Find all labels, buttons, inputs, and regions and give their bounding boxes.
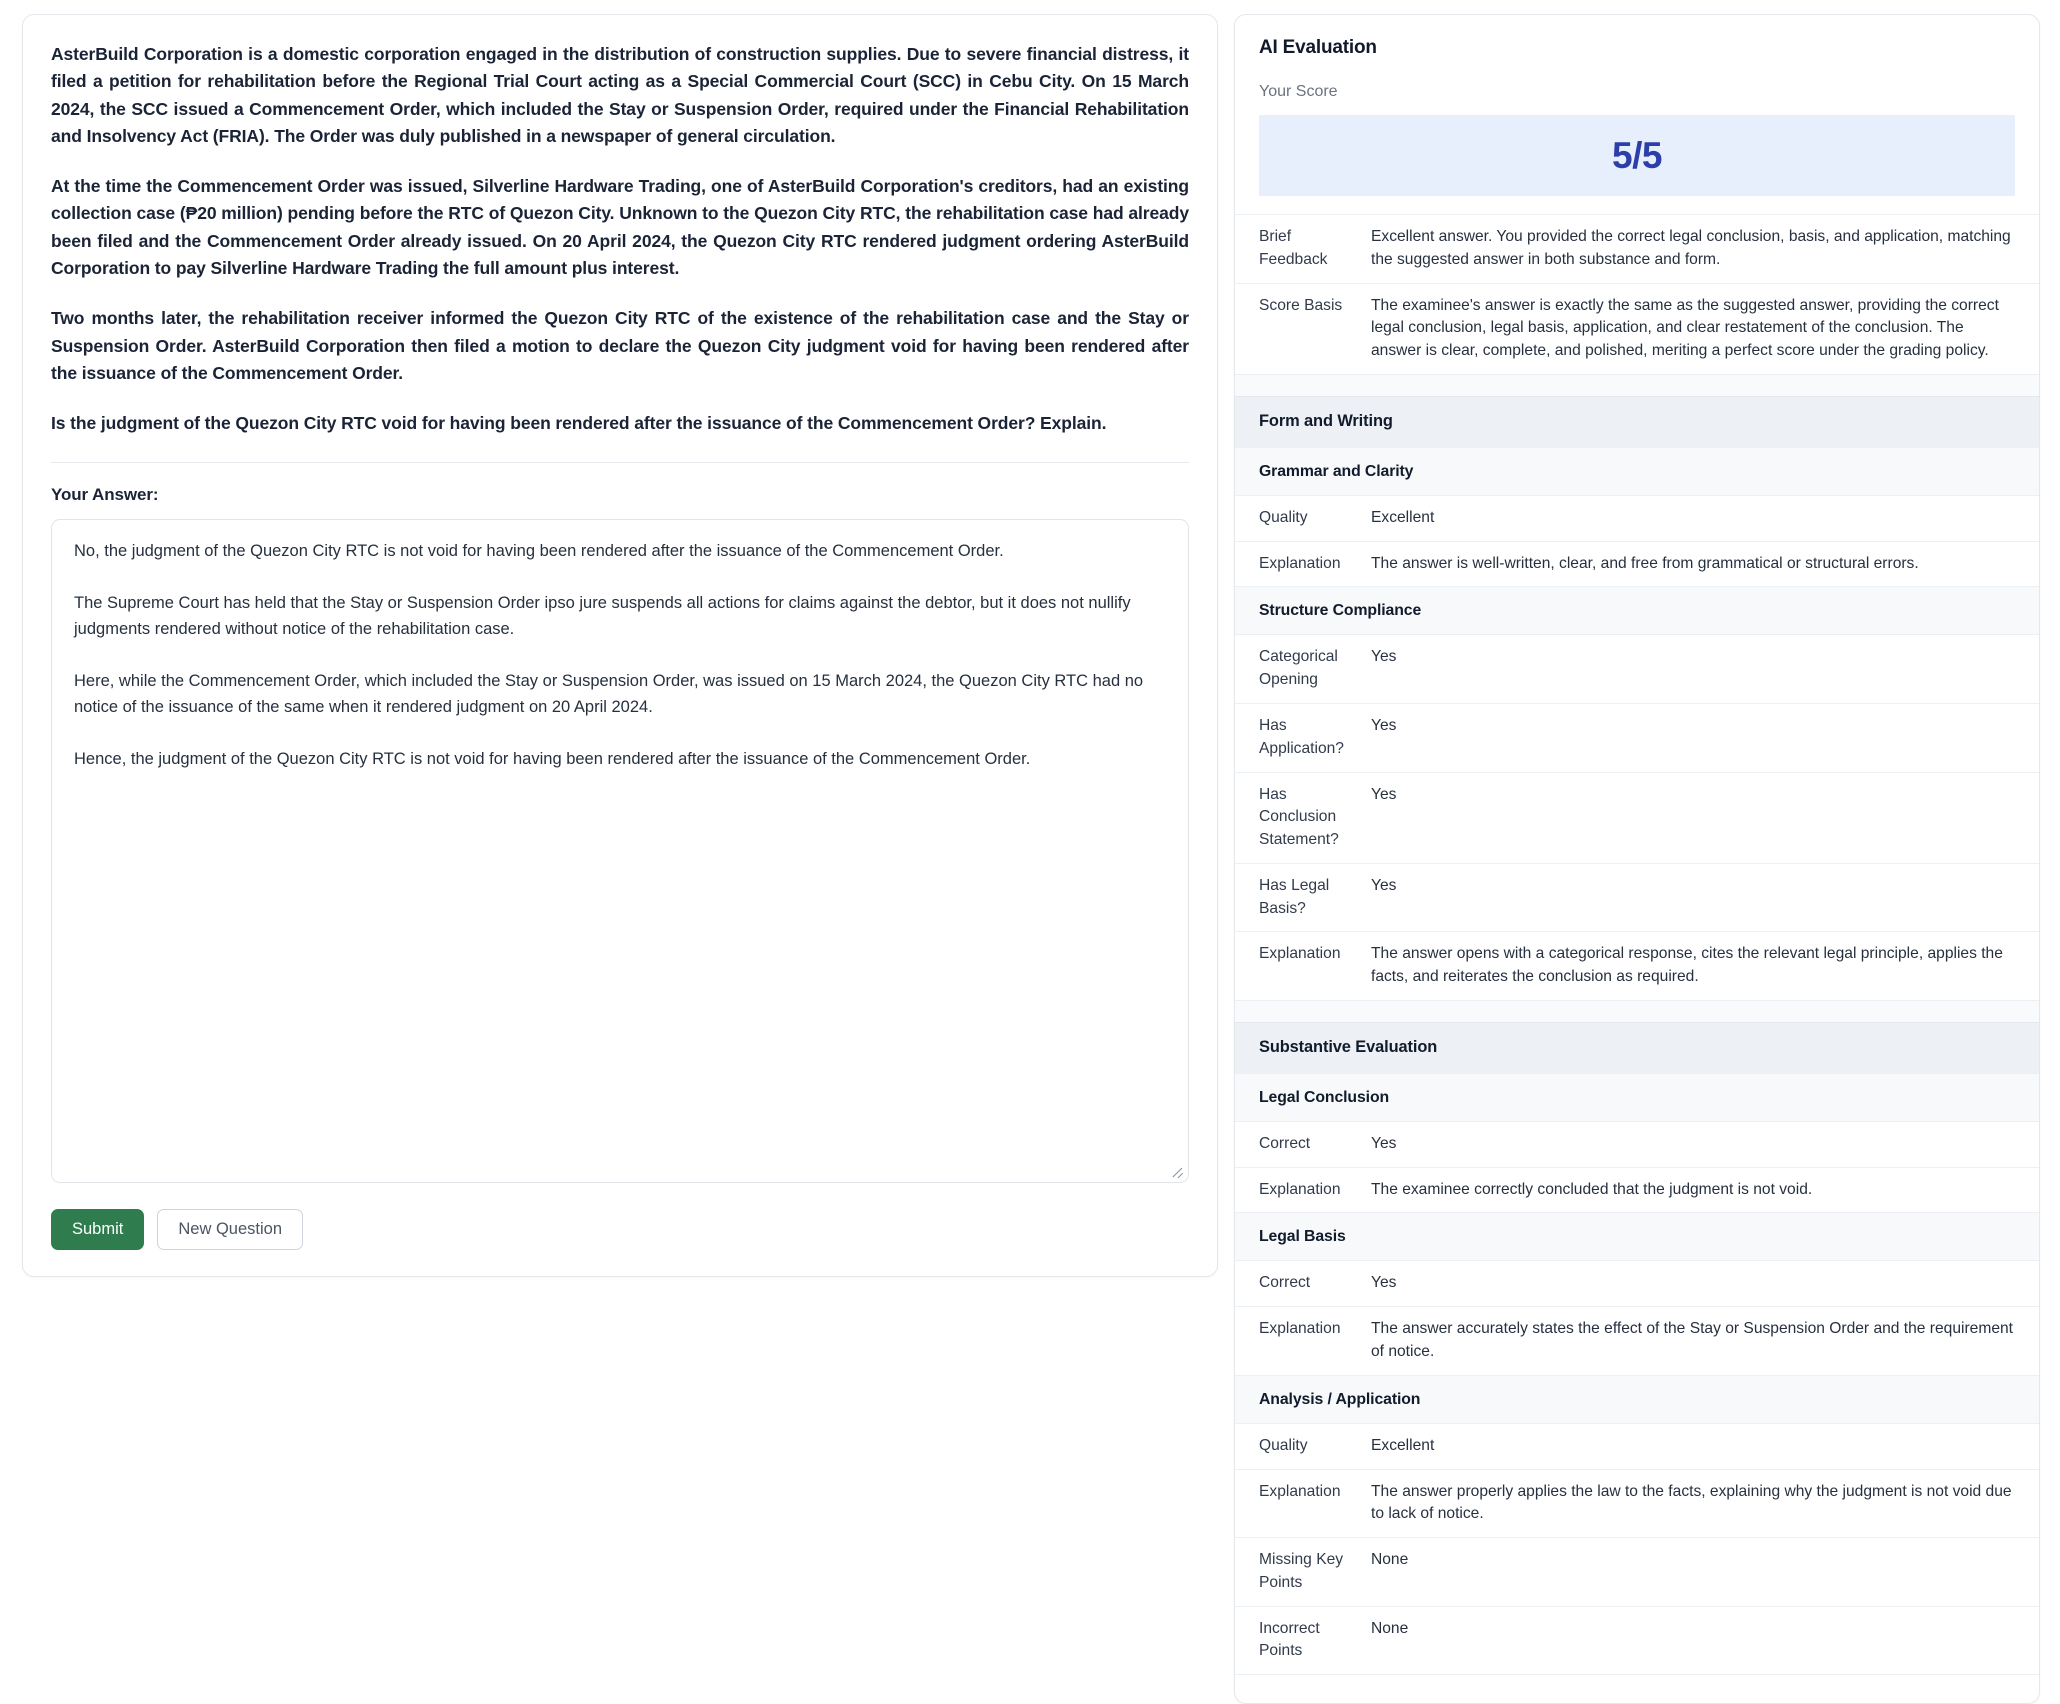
ai-evaluation-card	[1234, 14, 2040, 1704]
row-key: Score Basis	[1235, 283, 1371, 374]
row-value: Yes	[1371, 863, 2039, 932]
subsection-header-legal-conclusion	[1235, 1073, 2039, 1121]
answer-paragraph-4: Hence, the judgment of the Quezon City RTC is not void for having been rendered after the issuance of the Commencement Order.	[74, 749, 1031, 768]
row-key: Explanation	[1235, 932, 1371, 1001]
table-row	[1235, 932, 2039, 1001]
table-row	[1235, 1261, 2039, 1307]
evaluation-table-body	[1235, 215, 2039, 1691]
answer-paragraph-1: No, the judgment of the Quezon City RTC is not void for having been rendered after the issuance of the Commencement Order.	[74, 541, 1004, 560]
table-row	[1235, 1307, 2039, 1376]
section-header-form-and-writing	[1235, 396, 2039, 447]
row-value: The examinee correctly concluded that the judgment is not void.	[1371, 1167, 2039, 1213]
evaluation-table	[1235, 214, 2039, 1691]
section-title: Form and Writing	[1235, 396, 2039, 447]
table-row	[1235, 1469, 2039, 1538]
table-row	[1235, 541, 2039, 587]
subsection-title: Grammar and Clarity	[1235, 447, 2039, 495]
section-spacer	[1235, 374, 2039, 396]
row-key: Correct	[1235, 1261, 1371, 1307]
row-key: Quality	[1235, 1423, 1371, 1469]
table-row	[1235, 215, 2039, 284]
section-divider	[51, 462, 1189, 463]
score-box	[1259, 115, 2015, 196]
subsection-header-structure-compliance	[1235, 587, 2039, 635]
table-row	[1235, 1606, 2039, 1675]
question-card	[22, 14, 1218, 1277]
subsection-header-legal-basis	[1235, 1213, 2039, 1261]
table-row	[1235, 635, 2039, 704]
row-value: The answer properly applies the law to the facts, explaining why the judgment is not void due to lack of notice.	[1371, 1469, 2039, 1538]
subsection-header-grammar-and-clarity	[1235, 447, 2039, 495]
table-row	[1235, 1167, 2039, 1213]
new-question-button[interactable]: New Question	[157, 1209, 303, 1251]
section-header-substantive-evaluation	[1235, 1022, 2039, 1073]
row-value: The answer accurately states the effect of the Stay or Suspension Order and the requirement of notice.	[1371, 1307, 2039, 1376]
table-row	[1235, 1423, 2039, 1469]
question-paragraph-1: AsterBuild Corporation is a domestic corporation engaged in the distribution of construction supplies. Due to severe financial distress, it filed a petition for rehabilitation before the Regional Trial Court acting as a Special Commercial Court (SCC) in Cebu City. On 15 March 2024, the SCC issued a Commencement Order, which included the Stay or Suspension Order, required under the Financial Rehabilitation and Insolvency Act (FRIA). The Order was duly published in a newspaper of general circulation.	[51, 44, 1189, 146]
row-key: Incorrect Points	[1235, 1606, 1371, 1675]
evaluation-column	[1234, 14, 2040, 1704]
row-value: The examinee's answer is exactly the same as the suggested answer, providing the correct legal conclusion, legal basis, application, and clear restatement of the conclusion. The answer is clear, complete, and polished, meriting a perfect score under the grading policy.	[1371, 283, 2039, 374]
table-row	[1235, 1538, 2039, 1607]
row-key: Has Conclusion Statement?	[1235, 772, 1371, 863]
score-value: 5/5	[1612, 135, 1662, 176]
row-key: Explanation	[1235, 1167, 1371, 1213]
section-title: Substantive Evaluation	[1235, 1022, 2039, 1073]
table-row	[1235, 772, 2039, 863]
action-button-row	[51, 1209, 1189, 1251]
table-tail	[1235, 1675, 2039, 1691]
subsection-header-analysis-application	[1235, 1375, 2039, 1423]
row-value: Yes	[1371, 1261, 2039, 1307]
row-value: None	[1371, 1538, 2039, 1607]
subsection-title: Structure Compliance	[1235, 587, 2039, 635]
row-value: Yes	[1371, 635, 2039, 704]
answer-textarea[interactable]	[51, 519, 1189, 1183]
question-paragraph-3: Two months later, the rehabilitation receiver informed the Quezon City RTC of the existence of the rehabilitation case and the Stay or Suspension Order. AsterBuild Corporation then filed a motion to declare the Quezon City judgment void for having been rendered after the issuance of the Commencement Order.	[51, 308, 1189, 383]
row-value: Excellent	[1371, 1423, 2039, 1469]
row-key: Explanation	[1235, 1469, 1371, 1538]
row-key: Quality	[1235, 495, 1371, 541]
question-paragraph-2: At the time the Commencement Order was issued, Silverline Hardware Trading, one of AsterBuild Corporation's creditors, had an existing collection case (₱20 million) pending before the RTC of Quezon City. Unknown to the Quezon City RTC, the rehabilitation case had already been filed and the Commencement Order already issued. On 20 April 2024, the Quezon City RTC rendered judgment ordering AsterBuild Corporation to pay Silverline Hardware Trading the full amount plus interest.	[51, 176, 1189, 279]
question-prompt: Is the judgment of the Quezon City RTC void for having been rendered after the issuance of the Commencement Order? Explain.	[51, 413, 1107, 434]
subsection-title: Legal Conclusion	[1235, 1073, 2039, 1121]
row-key: Explanation	[1235, 541, 1371, 587]
table-row	[1235, 1121, 2039, 1167]
table-row	[1235, 703, 2039, 772]
row-key: Missing Key Points	[1235, 1538, 1371, 1607]
row-value: Yes	[1371, 703, 2039, 772]
evaluation-title: AI Evaluation	[1259, 37, 1377, 58]
row-key: Categorical Opening	[1235, 635, 1371, 704]
row-value: Excellent answer. You provided the correct legal conclusion, basis, and application, matching the suggested answer in both substance and form.	[1371, 215, 2039, 284]
subsection-title: Analysis / Application	[1235, 1375, 2039, 1423]
submit-button[interactable]: Submit	[51, 1209, 144, 1251]
row-value: Yes	[1371, 772, 2039, 863]
score-label: Your Score	[1259, 83, 1338, 100]
question-column	[22, 14, 1218, 1277]
table-row	[1235, 495, 2039, 541]
row-key: Explanation	[1235, 1307, 1371, 1376]
row-value: The answer is well-written, clear, and free from grammatical or structural errors.	[1371, 541, 2039, 587]
answer-label: Your Answer:	[51, 484, 159, 504]
answer-paragraph-2: The Supreme Court has held that the Stay or Suspension Order ipso jure suspends all actions for claims against the debtor, but it does not nullify judgments rendered without notice of the rehabilitation case.	[74, 593, 1131, 638]
row-value: Yes	[1371, 1121, 2039, 1167]
subsection-title: Legal Basis	[1235, 1213, 2039, 1261]
row-key: Correct	[1235, 1121, 1371, 1167]
table-row	[1235, 863, 2039, 932]
row-key: Has Application?	[1235, 703, 1371, 772]
row-key: Has Legal Basis?	[1235, 863, 1371, 932]
row-value: Excellent	[1371, 495, 2039, 541]
row-key: Brief Feedback	[1235, 215, 1371, 284]
row-value: The answer opens with a categorical response, cites the relevant legal principle, applies the facts, and reiterates the conclusion as required.	[1371, 932, 2039, 1001]
table-row	[1235, 283, 2039, 374]
answer-paragraph-3: Here, while the Commencement Order, which included the Stay or Suspension Order, was issued on 15 March 2024, the Quezon City RTC had no notice of the issuance of the same when it rendered judgment on 20 April 2024.	[74, 671, 1144, 716]
section-spacer	[1235, 1000, 2039, 1022]
resize-handle-icon[interactable]	[1169, 1163, 1185, 1179]
row-value: None	[1371, 1606, 2039, 1675]
